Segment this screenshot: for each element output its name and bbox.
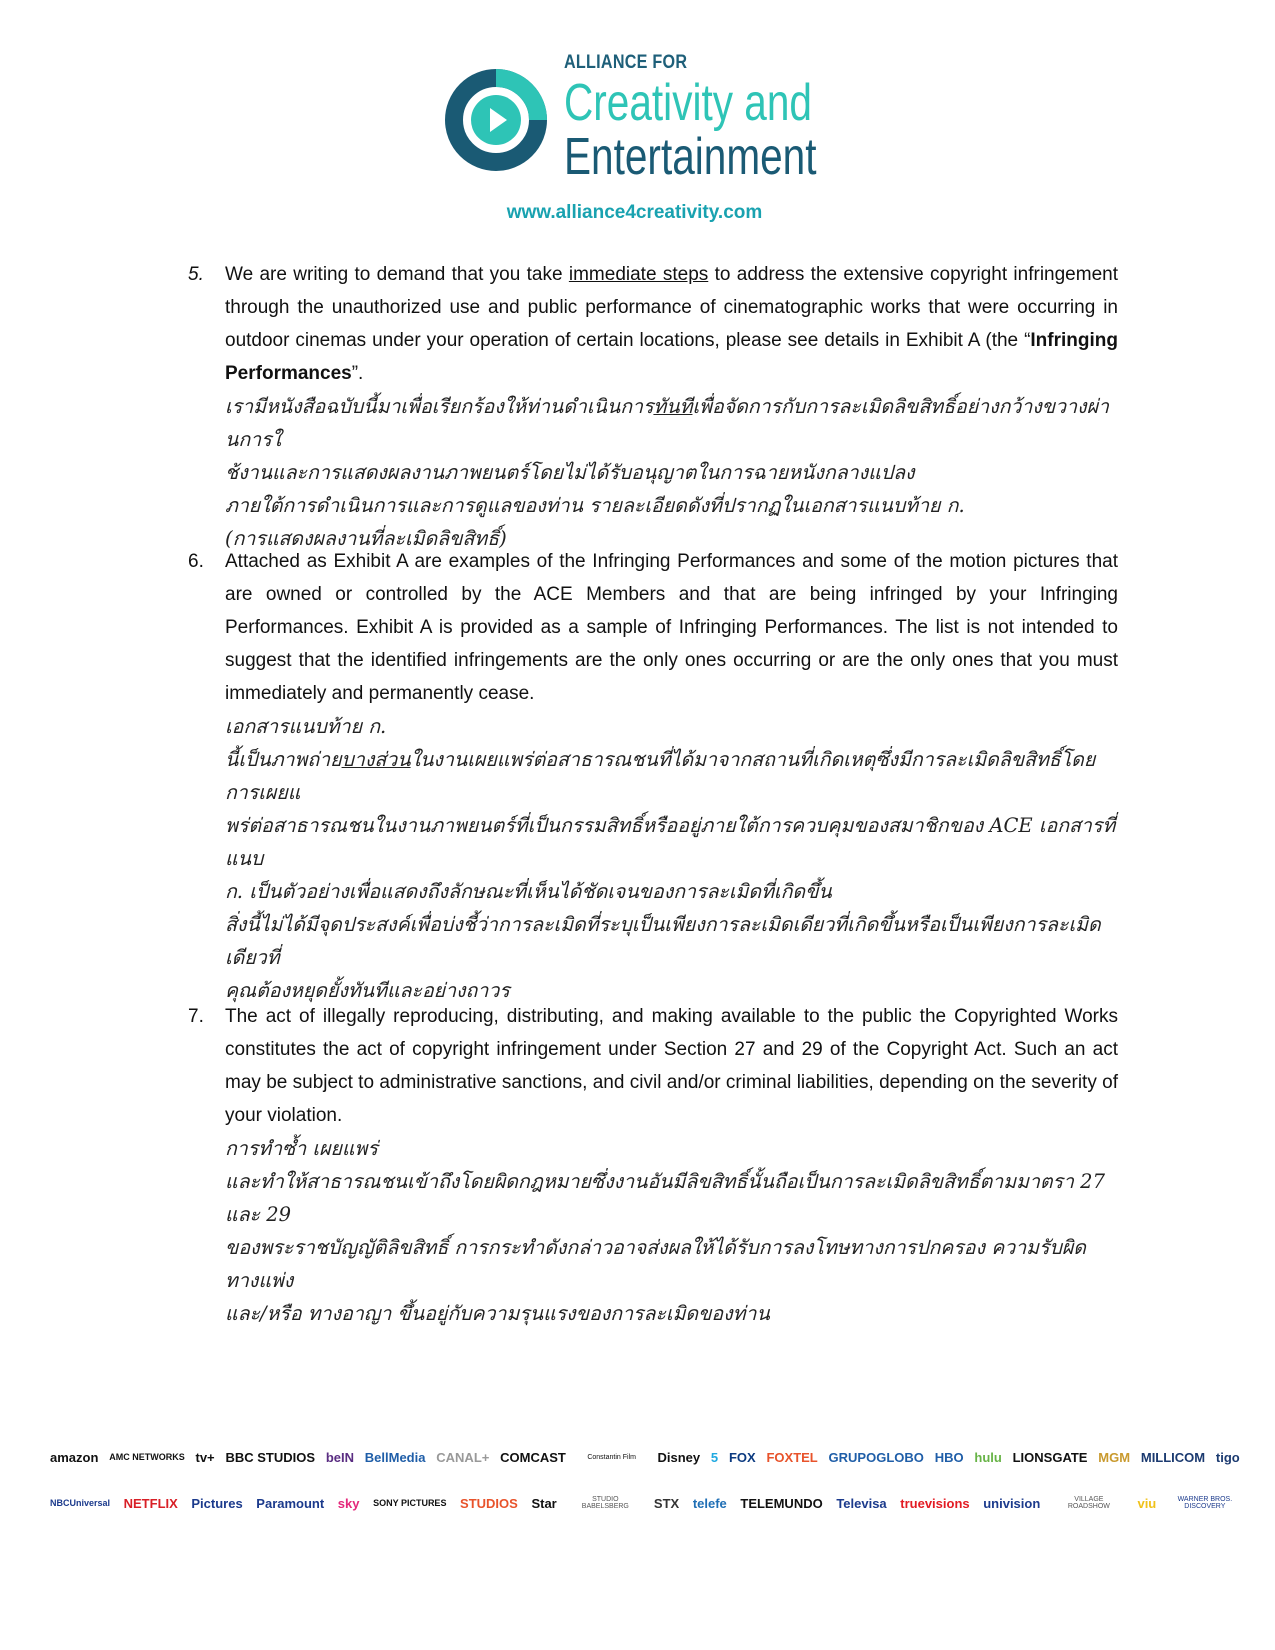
paragraph-5 <box>188 258 1118 555</box>
logo-viu: viu <box>1137 1495 1157 1511</box>
logo-sky: sky <box>337 1495 360 1511</box>
paragraph-number: 6. <box>188 551 204 572</box>
thai-line <box>225 908 1118 974</box>
logo-hulu: hulu <box>974 1449 1002 1465</box>
logo-hbo: HBO <box>934 1449 964 1465</box>
logo-bbc-studios: BBC STUDIOS <box>225 1449 316 1465</box>
logo-disney: Disney <box>657 1449 701 1465</box>
logo-constantin-film: Constantin Film <box>587 1453 636 1461</box>
thai-text: ในงานเผยแพร่ต่อสาธารณชนที่ได้มาจากสถานที่เกิดเหตุซึ่งมีการละเมิดลิขสิทธิ์โดยการเผยแ <box>225 748 1096 804</box>
logo-televisa: Televisa <box>836 1495 887 1511</box>
logo-netflix: NETFLIX <box>123 1495 178 1511</box>
logo-studio-babelsberg: STUDIO BABELSBERG <box>581 1496 629 1510</box>
paragraph-number: 5. <box>188 264 204 285</box>
thai-line <box>225 710 1118 743</box>
logo-warner-bros-discovery: WARNER BROS. DISCOVERY <box>1177 1496 1233 1510</box>
thai-text: ช้งานและการแสดงผลงานภาพยนตร์โดยไม่ได้รับอนุญาตในการฉายหนังกลางแปลง <box>225 461 915 484</box>
paragraph-thai <box>225 390 1118 555</box>
thai-line <box>225 1231 1118 1297</box>
logo-bell-media: BellMedia <box>364 1449 426 1465</box>
logo-tigo: tigo <box>1215 1449 1240 1465</box>
paragraph-7 <box>188 1000 1118 1330</box>
logo-nbcuniversal: NBCUniversal <box>50 1497 111 1508</box>
logo-line-3: Entertainment <box>564 128 817 186</box>
logo-pictures: Pictures <box>191 1495 243 1511</box>
logo-telefe: telefe <box>692 1495 727 1511</box>
thai-line <box>225 1165 1118 1231</box>
thai-text: ก. เป็นตัวอย่างเพื่อแสดงถึงลักษณะที่เห็นได้ชัดเจนของการละเมิดที่เกิดขึ้น <box>225 880 832 903</box>
paragraph-english <box>225 258 1118 390</box>
thai-text: เอกสารแนบท้าย ก. <box>225 715 387 738</box>
play-circle-icon <box>444 68 548 172</box>
thai-text: การทำซ้ำ เผยแพร่ <box>225 1137 378 1160</box>
thai-line <box>225 743 1118 809</box>
logo-true-visions: truevisions <box>900 1495 970 1511</box>
thai-text: สิ่งนี้ไม่ได้มีจุดประสงค์เพื่อบ่งชี้ว่าการละเมิดที่ระบุเป็นเพียงการละเมิดเดียวที่เกิดขึ้นหรือเป็นเพียงการละเมิดเดียวที่ <box>225 913 1101 969</box>
logo-amc-networks: AMC NETWORKS <box>109 1451 185 1462</box>
logo-studios: STUDIOS <box>460 1495 518 1511</box>
thai-line <box>225 1297 1118 1330</box>
text-run: We are writing to demand that you take <box>225 264 569 285</box>
bold-term: Infringing Performances <box>225 330 1118 384</box>
thai-text: และ/หรือ ทางอาญา ขึ้นอยู่กับความรุนแรงของการละเมิดของท่าน <box>225 1302 770 1325</box>
logo-line-1: ALLIANCE FOR <box>564 52 688 73</box>
thai-text: ภายใต้การดำเนินการและการดูแลของท่าน รายละเอียดดังที่ปรากฏในเอกสารแนบท้าย ก. <box>225 494 965 517</box>
logo-stx: STX <box>653 1495 680 1511</box>
underlined-text: immediate steps <box>568 264 709 285</box>
text-run: to address the extensive copyright infringement through the unauthorized use and public performance of cinematographic works that were occurring in outdoor cinemas under your operation of certain locations, please see details in Exhibit A (the “ <box>225 264 1118 351</box>
logo-line-2: Creativity and <box>564 74 812 132</box>
paragraph-number: 7. <box>188 1006 204 1027</box>
logo-comcast: COMCAST <box>500 1449 566 1465</box>
logo-canal-plus: CANAL+ <box>436 1449 490 1465</box>
thai-underlined-text: ทันที <box>653 395 693 418</box>
logo-grupo-globo: GRUPOGLOBO <box>828 1449 924 1465</box>
logo-lionsgate: LIONSGATE <box>1012 1449 1088 1465</box>
paragraph-thai <box>225 1132 1118 1330</box>
logo-univision: univision <box>983 1495 1041 1511</box>
paragraph-english: Attached as Exhibit A are examples of the Infringing Performances and some of the motion pictures that are owned or controlled by the ACE Members and that are being infringed by your Infringing Performances. Exhibit A is provided as a sample of Infringing Performances. The list is not intended to suggest that the identified infringements are the only ones occurring or are the only ones that you must immediately and permanently cease. <box>225 551 1118 704</box>
logo-fox: FOX <box>728 1449 756 1465</box>
logo-star: Star <box>531 1495 557 1511</box>
text-run: ”. <box>351 363 364 384</box>
thai-text: เรามีหนังสือฉบับนี้มาเพื่อเรียกร้องให้ท่านดำเนินการ <box>225 395 654 418</box>
member-logos-row-1 <box>50 1440 1240 1474</box>
website-url-row <box>0 202 1275 224</box>
thai-text: ของพระราชบัญญัติลิขสิทธิ์ การกระทำดังกล่าวอาจส่งผลให้ได้รับการลงโทษทางการปกครอง ความรับผิดทางแพ่ง <box>225 1236 1086 1292</box>
thai-text: คุณต้องหยุดยั้งทันทีและอย่างถาวร <box>225 979 510 1002</box>
member-logos-row-2 <box>50 1480 1240 1526</box>
thai-text: นี้เป็นภาพถ่าย <box>225 748 342 771</box>
thai-text: พร่ต่อสาธารณชนในงานภาพยนตร์ที่เป็นกรรมสิทธิ์หรืออยู่ภายใต้การควบคุมของสมาชิกของ ACE เอกสารที่แนบ <box>225 814 1116 870</box>
logo-channel-5: 5 <box>710 1449 719 1465</box>
ace-logo <box>440 52 840 187</box>
paragraph-english: The act of illegally reproducing, distributing, and making available to the public the Copyrighted Works constitutes the act of copyright infringement under Section 27 and 29 of the Copyright Act. Such an act may be subject to administrative sanctions, and civil and/or criminal liabilities, depending on the severity of your violation. <box>225 1006 1118 1126</box>
logo-bein: beIN <box>325 1449 354 1465</box>
thai-text: (การแสดงผลงานที่ละเมิดลิขสิทธิ์) <box>225 527 507 550</box>
logo-paramount: Paramount <box>256 1495 325 1511</box>
thai-line <box>225 489 1118 522</box>
logo-telemundo: TELEMUNDO <box>740 1495 823 1511</box>
logo-millicom: MILLICOM <box>1140 1449 1206 1465</box>
thai-line <box>225 390 1118 456</box>
logo-apple-tv: tv+ <box>195 1449 215 1465</box>
logo-mgm: MGM <box>1098 1449 1131 1465</box>
thai-line <box>225 875 1118 908</box>
logo-village-roadshow: VILLAGE ROADSHOW <box>1067 1496 1110 1510</box>
logo-amazon: amazon <box>50 1449 99 1465</box>
thai-line <box>225 1132 1118 1165</box>
logo-sony-pictures: SONY PICTURES <box>373 1497 447 1508</box>
thai-line <box>225 456 1118 489</box>
logo-foxtel: FOXTEL <box>766 1449 818 1465</box>
website-url[interactable]: www.alliance4creativity.com <box>506 202 763 223</box>
paragraph-6 <box>188 545 1118 1007</box>
paragraph-thai <box>225 710 1118 1007</box>
thai-underlined-text: บางส่วน <box>341 748 411 771</box>
thai-text: เพื่อจัดการกับการละเมิดลิขสิทธิ์อย่างกว้างขวางผ่านการใ <box>225 395 1109 451</box>
thai-text: และทำให้สาธารณชนเข้าถึงโดยผิดกฎหมายซึ่งงานอันมีลิขสิทธิ์นั้นถือเป็นการละเมิดลิขสิทธิ์ตามมาตรา 27 และ 29 <box>225 1170 1105 1226</box>
thai-line <box>225 809 1118 875</box>
